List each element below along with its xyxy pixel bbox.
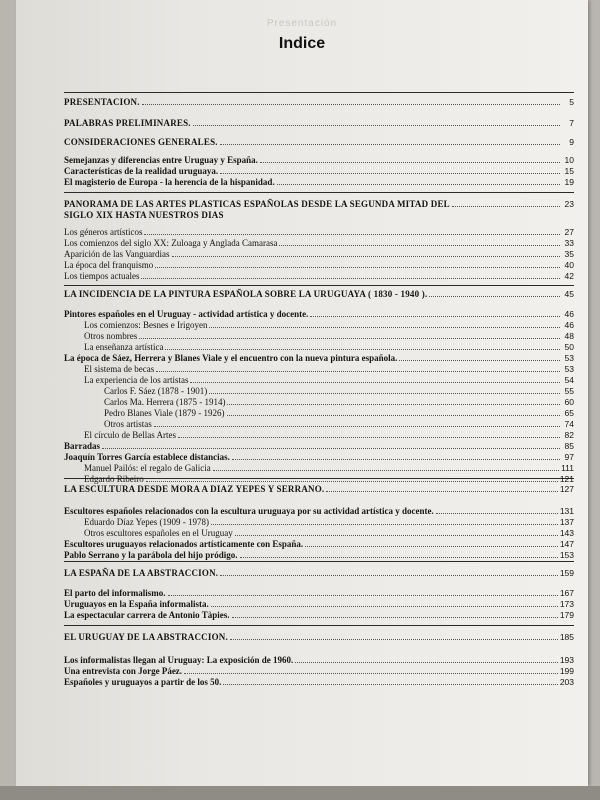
toc-entry-page: 82 [564, 430, 574, 440]
leader-dots [220, 144, 560, 145]
toc-entry-title: LA INCIDENCIA DE LA PINTURA ESPAÑOLA SOBRE LA URUGUAYA ( 1830 - 1940 ). [64, 289, 428, 299]
toc-entry [64, 609, 574, 621]
toc-entry-page: 203 [559, 677, 574, 687]
toc-entry-title: Carlos Ma. Herrera (1875 - 1914) [104, 397, 226, 407]
toc-entry-page: 46 [564, 320, 574, 330]
leader-dots [141, 278, 560, 279]
toc-entry-title: Pintores españoles en el Uruguay - actividad artística y docente. [64, 309, 309, 319]
toc-entry-page: 7 [569, 118, 574, 128]
toc-entry [64, 549, 574, 561]
toc-entry-title: Los comienzos del siglo XX: Zuloaga y Anglada Camarasa [64, 238, 278, 248]
leader-dots [220, 173, 560, 174]
toc-entry-page: 60 [564, 397, 574, 407]
toc-entry [64, 676, 574, 688]
toc-entry-page: 153 [559, 550, 574, 560]
toc-entry-title: Otros artistas [104, 419, 152, 429]
leader-dots [178, 437, 560, 438]
divider [64, 625, 574, 626]
show-through-text: Presentación [266, 18, 338, 29]
toc-entry-title: PRESENTACION. [64, 97, 140, 107]
toc-entry-page: 5 [569, 97, 574, 107]
toc-entry-page: 42 [564, 271, 574, 281]
leader-dots [277, 184, 560, 185]
leader-dots [193, 125, 560, 126]
toc-entry-page: 193 [559, 655, 574, 665]
leader-dots [211, 606, 558, 607]
toc-entry-page: 131 [559, 506, 574, 516]
toc-entry [64, 209, 574, 221]
toc-entry-page: 27 [564, 227, 574, 237]
toc-entry [64, 117, 574, 129]
toc-entry-title: La época del franquismo [64, 260, 154, 270]
toc-entry-title: Manuel Pailós: el regalo de Galicia [84, 463, 211, 473]
leader-dots [102, 448, 560, 449]
toc-entry-title: Escultores españoles relacionados con la escultura uruguaya por su actividad artística y docente. [64, 506, 434, 516]
leader-dots [172, 256, 560, 257]
toc-entry-page: 48 [564, 331, 574, 341]
toc-entry [64, 288, 574, 300]
toc-entry-page: 23 [564, 199, 574, 209]
toc-entry-page: 45 [564, 289, 574, 299]
toc-entry [64, 631, 574, 643]
toc-entry-title: Los tiempos actuales [64, 271, 140, 281]
leader-dots [146, 481, 558, 482]
leader-dots [295, 662, 558, 663]
divider [64, 192, 574, 193]
leader-dots [452, 206, 560, 207]
page-title: Indice [278, 35, 326, 52]
leader-dots [168, 595, 558, 596]
toc-entry-title: EL URUGUAY DE LA ABSTRACCION. [64, 632, 228, 642]
leader-dots [209, 327, 560, 328]
divider [64, 92, 574, 93]
toc-entry-page: 179 [559, 610, 574, 620]
leader-dots [144, 234, 560, 235]
toc-entry-page: 111 [561, 463, 574, 473]
toc-entry-title: El sistema de becas [84, 364, 155, 374]
toc-entry-title: Pablo Serrano y la parábola del hijo pródigo. [64, 550, 238, 560]
leader-dots [223, 684, 557, 685]
toc-entry-page: 55 [564, 386, 574, 396]
leader-dots [227, 404, 560, 405]
toc-entry-page: 74 [564, 419, 574, 429]
toc-entry-title: Eduardo Díaz Yepes (1909 - 1978) [84, 517, 209, 527]
leader-dots [139, 338, 560, 339]
toc-entry [64, 176, 574, 188]
toc-entry-title: La espectacular carrera de Antonio Tàpies. [64, 610, 230, 620]
leader-dots [305, 546, 558, 547]
toc-entry-page: 10 [564, 155, 574, 165]
toc-entry-title: CONSIDERACIONES GENERALES. [64, 137, 218, 147]
leader-dots [209, 393, 560, 394]
toc-entry-title: Uruguayos en la España informalista. [64, 599, 209, 609]
toc-entry-title: Pedro Blanes Viale (1879 - 1926) [104, 408, 225, 418]
toc-entry-page: 19 [564, 177, 574, 187]
toc-entry-title: Los comienzos: Besnes e Irigoyen [84, 320, 208, 330]
toc-entry-title: Aparición de las Vanguardias [64, 249, 170, 259]
leader-dots [279, 245, 560, 246]
toc-entry-page: 167 [559, 588, 574, 598]
toc-entry [64, 270, 574, 282]
leader-dots [154, 426, 560, 427]
toc-entry-title: LA ESCULTURA DESDE MORA A DIAZ YEPES Y SERRANO. [64, 484, 325, 494]
toc-entry-title: La época de Sáez, Herrera y Blanes Viale y el encuentro con la nueva pintura española. [64, 353, 398, 363]
leader-dots [220, 575, 558, 576]
toc-entry-page: 173 [559, 599, 574, 609]
leader-dots [142, 104, 560, 105]
toc-entry-page: 185 [559, 632, 574, 642]
leader-dots [227, 415, 560, 416]
leader-dots [190, 382, 560, 383]
leader-dots [156, 371, 560, 372]
toc-entry-page: 40 [564, 260, 574, 270]
leader-dots [399, 360, 560, 361]
toc-entry-page: 46 [564, 309, 574, 319]
toc-entry-page: 143 [559, 528, 574, 538]
leader-dots [326, 491, 557, 492]
toc-entry-title: Españoles y uruguayos a partir de los 50. [64, 677, 222, 687]
toc-entry-page: 53 [564, 364, 574, 374]
leader-dots [155, 267, 560, 268]
toc-entry-title: PANORAMA DE LAS ARTES PLASTICAS ESPAÑOLAS DESDE LA SEGUNDA MITAD DEL [64, 199, 450, 209]
toc-entry-page: 33 [564, 238, 574, 248]
toc-entry-title: La experiencia de los artistas [84, 375, 189, 385]
toc-entry-page: 127 [559, 484, 574, 494]
toc-entry-title: El magisterio de Europa - la herencia de la hispanidad. [64, 177, 275, 187]
toc-entry-title: Carlos F. Sáez (1878 - 1901) [104, 386, 208, 396]
toc-entry-title: Otros escultores españoles en el Uruguay [84, 528, 233, 538]
leader-dots [240, 557, 558, 558]
leader-dots [230, 639, 558, 640]
toc-entry-page: 137 [559, 517, 574, 527]
toc-entry-page: 35 [564, 249, 574, 259]
toc-entry-title: LA ESPAÑA DE LA ABSTRACCION. [64, 568, 219, 578]
divider [64, 561, 574, 562]
toc-entry-page: 15 [564, 166, 574, 176]
book-page [16, 0, 588, 786]
toc-entry-title: Los géneros artísticos [64, 227, 143, 237]
leader-dots [436, 513, 558, 514]
toc-entry-page: 85 [564, 441, 574, 451]
toc-entry-title: SIGLO XIX HASTA NUESTROS DIAS [64, 210, 224, 220]
toc-entry-title: Los informalistas llegan al Uruguay: La exposición de 1960. [64, 655, 294, 665]
toc-entry-title: Edgardo Ribeiro [84, 474, 144, 484]
leader-dots [165, 349, 560, 350]
toc-entry-title: PALABRAS PRELIMINARES. [64, 118, 191, 128]
toc-entry-title: Una entrevista con Jorge Páez. [64, 666, 183, 676]
leader-dots [184, 673, 558, 674]
toc-entry-title: Joaquín Torres García establece distancias. [64, 452, 230, 462]
toc-entry-title: El círculo de Bellas Artes [84, 430, 176, 440]
toc-entry-page: 50 [564, 342, 574, 352]
toc-entry [64, 136, 574, 148]
toc-entry-title: Características de la realidad uruguaya. [64, 166, 219, 176]
toc-entry-page: 97 [564, 452, 574, 462]
toc-entry-title: La enseñanza artística [84, 342, 164, 352]
toc-entry [64, 567, 574, 579]
page-edge-shadow [0, 786, 600, 800]
toc-entry-page: 159 [559, 568, 574, 578]
toc-entry-page: 53 [564, 353, 574, 363]
leader-dots [260, 162, 560, 163]
leader-dots [213, 470, 559, 471]
toc-entry-page: 121 [559, 474, 574, 484]
toc-entry-page: 199 [559, 666, 574, 676]
toc-entry-page: 65 [564, 408, 574, 418]
leader-dots [232, 459, 560, 460]
leader-dots [429, 296, 560, 297]
toc-entry-title: El parto del informalismo. [64, 588, 166, 598]
toc-entry-page: 9 [569, 137, 574, 147]
toc-entry [64, 483, 574, 495]
leader-dots [232, 617, 558, 618]
toc-entry-title: Semejanzas y diferencias entre Uruguay y España. [64, 155, 258, 165]
toc-entry-title: Barradas [64, 441, 100, 451]
leader-dots [310, 316, 560, 317]
toc-entry-title: Escultores uruguayos relacionados artísticamente con España. [64, 539, 304, 549]
toc-entry-page: 147 [559, 539, 574, 549]
leader-dots [235, 535, 558, 536]
toc-entry-page: 54 [564, 375, 574, 385]
toc-entry-title: Otros nombres [84, 331, 138, 341]
divider [64, 285, 574, 286]
toc-entry [64, 96, 574, 108]
leader-dots [211, 524, 558, 525]
